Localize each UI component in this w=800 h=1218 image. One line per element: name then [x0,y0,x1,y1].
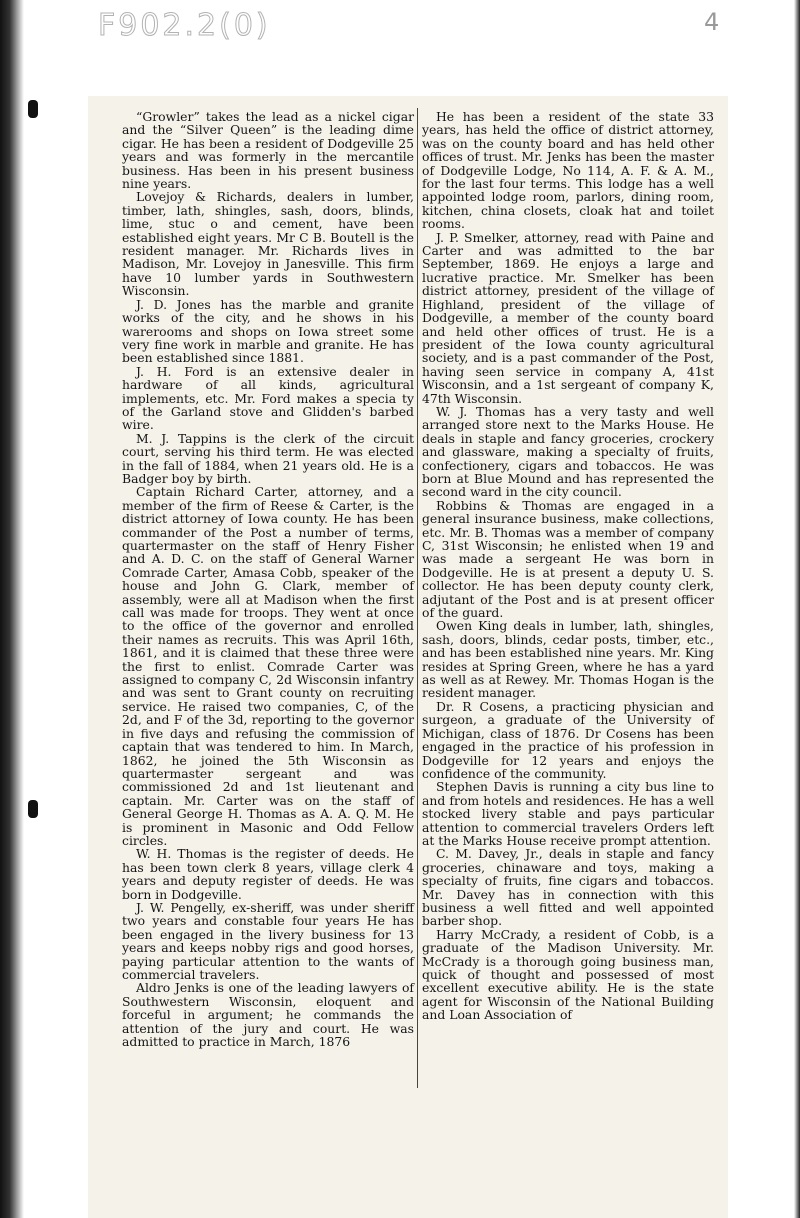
paragraph-jw-pengelly: J. W. Pengelly, ex-sheriff, was under sheriff two years and constable four years He has been engaged in the livery business for 13 years and keeps nobby rigs and good horses, paying particular attention to the wants of commercial travelers. [122,899,414,982]
archive-mark: F902.2(0) [98,8,271,43]
column-rule [417,108,418,1088]
page-number: 4 [704,8,720,36]
paragraph-jenks-continued: He has been a resident of the state 33 years, has held the office of district attorney, was on the county board and has held other offices of trust. Mr. Jenks has been the master of Dodgeville Lodge, No 114, A. F. & A. M., for the last four terms. This lodge has a well appointed lodge room, parlors, dining room, kitchen, china closets, cloak hat and toilet rooms. [422,109,714,232]
punch-hole-middle [28,800,38,818]
paragraph-lovejoy-richards: Lovejoy & Richards, dealers in lumber, timber, lath, shingles, sash, doors, blinds, lime, stuc o and cement, have been established eight years. Mr C B. Boutell is the resident manager. Mr. Richards lives in Madison, Mr. Lovejoy in Janesville. This firm have 10 lumber yards in Southwestern Wisconsin. [122,189,414,299]
paragraph-stephen-davis: Stephen Davis is running a city bus line to and from hotels and residences. He has a well stocked livery stable and pays particular attention to commercial travelers Orders left at the Marks House receive prompt attention. [422,779,714,848]
paragraph-jd-jones: J. D. Jones has the marble and granite works of the city, and he shows in his warerooms and shops on Iowa street some very fine work in marble and granite. He has been established since 1881. [122,296,414,366]
paragraph-wj-thomas: W. J. Thomas has a very tasty and well arranged store next to the Marks House. He deals in staple and fancy groceries, crockery and glassware, making a specialty of fruits, confectionery, cigars and tobaccos. He was born at Blue Mound and has represented the second ward in the city council. [422,403,714,500]
paragraph-wh-thomas: W. H. Thomas is the register of deeds. He has been town clerk 8 years, village clerk 4 years and deputy register of deeds. He was born in Dodgeville. [122,846,414,902]
paragraph-dr-cosens: Dr. R Cosens, a practicing physician and surgeon, a graduate of the University of Michigan, class of 1876. Dr Cosens has been engaged in the practice of his profession in Dodgeville for 12 years and enjoys the confidence of the community. [422,698,714,781]
scan-left-edge [0,0,24,1218]
paragraph-robbins-thomas: Robbins & Thomas are engaged in a general insurance business, make collections, etc. Mr. B. Thomas was a member of company C, 31st Wisconsin; he enlisted when 19 and was made a sergeant He was born in Dodgeville. He is at present a deputy U. S. collector. He has been deputy county clerk, adjutant of the Post and is at present officer of the guard. [422,497,714,621]
left-column [122,110,414,1048]
paragraph-richard-carter: Captain Richard Carter, attorney, and a member of the firm of Reese & Carter, is the district attorney of Iowa county. He has been commander of the Post a number of terms, quartermaster on the staff of Henry Fisher and A. D. C. on the staff of General Warner Comrade Carter, Amasa Cobb, speaker of the house and John G. Clark, member of assembly, were all at Madison when the first call was made for troops. They went at once to the office of the governor and enrolled their names as recruits. This was April 16th, 1861, and it is claimed that these three were the first to enlist. Comrade Carter was assigned to company C, 2d Wisconsin infantry and was sent to Grant county on recruiting service. He raised two companies, C, of the 2d, and F of the 3d, reporting to the governor in five days and refusing the commission of captain that was tendered to him. In March, 1862, he joined the 5th Wisconsin as quartermaster sergeant and was commissioned 2d and 1st lieutenant and captain. Mr. Carter was on the staff of General George H. Thomas as A. A. Q. M. He is prominent in Masonic and Odd Fellow circles. [122,484,414,848]
scan-right-edge [794,0,800,1218]
paragraph-aldro-jenks: Aldro Jenks is one of the leading lawyers of Southwestern Wisconsin, eloquent and forceful in argument; he commands the attention of the jury and court. He was admitted to practice in March, 1876 [122,980,414,1050]
paragraph-harry-mccrady: Harry McCrady, a resident of Cobb, is a graduate of the Madison University. Mr. McCrady is a thorough going business man, quick of thought and possessed of most excellent executive ability. He is the state agent for Wisconsin of the National Building and Loan Association of [422,926,714,1023]
right-column [422,110,714,1022]
punch-hole-top [28,100,38,118]
paragraph-mj-tappins: M. J. Tappins is the clerk of the circuit court, serving his third term. He was elected in the fall of 1884, when 21 years old. He is a Badger boy by birth. [122,430,414,486]
paragraph-growler: “Growler” takes the lead as a nickel cigar and the “Silver Queen” is the leading dime cigar. He has been a resident of Dodgeville 25 years and was formerly in the mercantile business. Has been in his present business nine years. [122,109,414,192]
paragraph-jh-ford: J. H. Ford is an extensive dealer in hardware of all kinds, agricultural implements, etc. Mr. Ford makes a specia ty of the Garland stove and Glidden's barbed wire. [122,363,414,433]
paragraph-owen-king: Owen King deals in lumber, lath, shingles, sash, doors, blinds, cedar posts, timber, etc., and has been established nine years. Mr. King resides at Spring Green, where he has a yard as well as at Rewey. Mr. Thomas Hogan is the resident manager. [422,618,714,701]
paragraph-jp-smelker: J. P. Smelker, attorney, read with Paine and Carter and was admitted to the bar September, 1869. He enjoys a large and lucrative practice. Mr. Smelker has been district attorney, president of the village of Highland, president of the village of Dodgeville, a member of the county board and held other offices of trust. He is a president of the Iowa county agricultural society, and is a past commander of the Post, having seen service in company A, 41st Wisconsin, and a 1st sergeant of company K, 47th Wisconsin. [422,229,714,406]
paragraph-cm-davey: C. M. Davey, Jr., deals in staple and fancy groceries, chinaware and toys, making a specialty of fruits, fine cigars and tobaccos. Mr. Davey has in connection with this business a well fitted and well appointed barber shop. [422,846,714,929]
